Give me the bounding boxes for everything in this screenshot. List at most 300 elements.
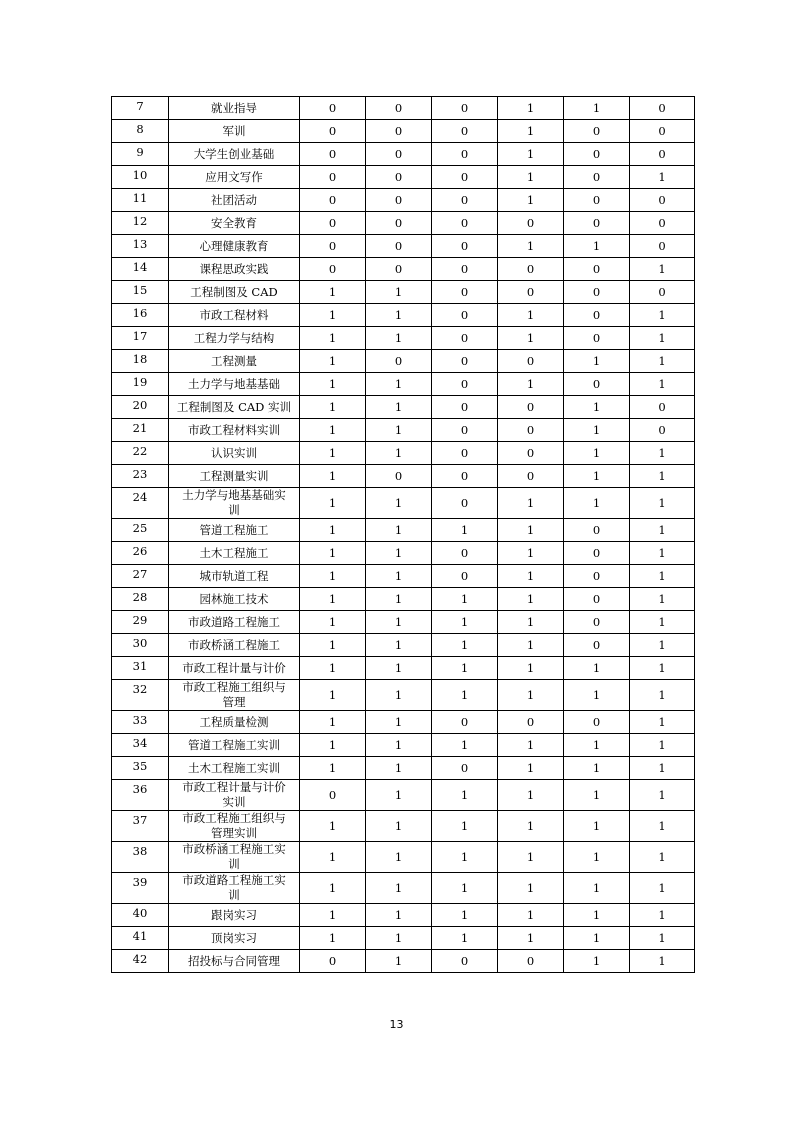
matrix-value: 1 (498, 542, 564, 565)
table-row (112, 281, 695, 304)
matrix-value: 1 (564, 734, 630, 757)
matrix-value: 1 (432, 904, 498, 927)
matrix-value: 1 (300, 711, 366, 734)
matrix-value: 1 (630, 258, 695, 281)
matrix-value: 1 (630, 842, 695, 873)
matrix-value: 0 (564, 143, 630, 166)
matrix-value: 0 (432, 950, 498, 973)
row-number: 41 (112, 927, 169, 950)
matrix-value: 0 (432, 166, 498, 189)
matrix-value: 1 (300, 634, 366, 657)
row-number: 30 (112, 634, 169, 657)
table-row (112, 442, 695, 465)
table-row (112, 465, 695, 488)
matrix-value: 1 (564, 350, 630, 373)
course-name: 军训 (169, 120, 300, 143)
matrix-value: 0 (432, 542, 498, 565)
matrix-value: 0 (300, 97, 366, 120)
course-name: 市政道路工程施工 (169, 611, 300, 634)
matrix-value: 1 (300, 811, 366, 842)
matrix-value: 1 (366, 904, 432, 927)
course-name: 土木工程施工实训 (169, 757, 300, 780)
row-number: 32 (112, 680, 169, 711)
matrix-value: 1 (366, 657, 432, 680)
matrix-value: 0 (630, 120, 695, 143)
matrix-value: 1 (366, 811, 432, 842)
course-name: 应用文写作 (169, 166, 300, 189)
matrix-value: 1 (498, 235, 564, 258)
matrix-value: 1 (366, 565, 432, 588)
matrix-value: 1 (432, 842, 498, 873)
table-row (112, 350, 695, 373)
matrix-value: 1 (432, 811, 498, 842)
matrix-value: 1 (564, 904, 630, 927)
matrix-value: 1 (366, 680, 432, 711)
matrix-value: 1 (498, 120, 564, 143)
matrix-value: 1 (630, 442, 695, 465)
matrix-value: 1 (564, 442, 630, 465)
course-name: 工程测量实训 (169, 465, 300, 488)
matrix-value: 0 (432, 281, 498, 304)
matrix-value: 1 (300, 281, 366, 304)
matrix-value: 0 (564, 304, 630, 327)
matrix-value: 1 (300, 588, 366, 611)
row-number: 35 (112, 757, 169, 780)
matrix-value: 0 (432, 212, 498, 235)
matrix-value: 1 (564, 465, 630, 488)
table-row (112, 904, 695, 927)
table-row (112, 950, 695, 973)
matrix-value: 1 (498, 927, 564, 950)
matrix-value: 1 (432, 680, 498, 711)
matrix-value: 1 (366, 542, 432, 565)
matrix-value: 1 (630, 304, 695, 327)
table-row (112, 97, 695, 120)
course-name: 大学生创业基础 (169, 143, 300, 166)
course-matrix-table (111, 96, 695, 973)
matrix-value: 0 (366, 97, 432, 120)
row-number: 13 (112, 235, 169, 258)
matrix-value: 1 (300, 304, 366, 327)
matrix-value: 1 (564, 950, 630, 973)
course-name: 跟岗实习 (169, 904, 300, 927)
matrix-value: 0 (432, 465, 498, 488)
matrix-value: 1 (630, 588, 695, 611)
row-number: 18 (112, 350, 169, 373)
matrix-value: 1 (564, 488, 630, 519)
matrix-value: 1 (564, 680, 630, 711)
table-row (112, 734, 695, 757)
matrix-value: 1 (630, 350, 695, 373)
matrix-value: 1 (498, 680, 564, 711)
matrix-value: 0 (366, 350, 432, 373)
matrix-value: 0 (366, 212, 432, 235)
matrix-value: 0 (432, 488, 498, 519)
matrix-value: 1 (498, 657, 564, 680)
matrix-value: 1 (630, 166, 695, 189)
table-row (112, 373, 695, 396)
row-number: 7 (112, 97, 169, 120)
matrix-value: 1 (498, 842, 564, 873)
course-name: 安全教育 (169, 212, 300, 235)
matrix-value: 0 (630, 212, 695, 235)
matrix-value: 1 (630, 565, 695, 588)
matrix-value: 0 (564, 166, 630, 189)
course-name: 市政工程材料 (169, 304, 300, 327)
course-name: 社团活动 (169, 189, 300, 212)
matrix-value: 1 (630, 373, 695, 396)
matrix-value: 1 (630, 904, 695, 927)
matrix-value: 1 (564, 873, 630, 904)
table-row (112, 757, 695, 780)
row-number: 26 (112, 542, 169, 565)
matrix-value: 0 (564, 189, 630, 212)
matrix-value: 1 (300, 396, 366, 419)
matrix-value: 1 (630, 734, 695, 757)
matrix-value: 1 (300, 680, 366, 711)
course-name: 城市轨道工程 (169, 565, 300, 588)
table-row (112, 143, 695, 166)
table-row (112, 120, 695, 143)
matrix-value: 0 (366, 235, 432, 258)
matrix-value: 1 (564, 396, 630, 419)
matrix-value: 1 (366, 519, 432, 542)
table-row (112, 657, 695, 680)
matrix-value: 1 (366, 734, 432, 757)
matrix-value: 1 (300, 927, 366, 950)
table-row (112, 419, 695, 442)
matrix-value: 1 (498, 611, 564, 634)
table-row (112, 212, 695, 235)
matrix-value: 0 (300, 258, 366, 281)
table-row (112, 519, 695, 542)
matrix-value: 1 (564, 842, 630, 873)
matrix-value: 0 (498, 711, 564, 734)
matrix-value: 1 (366, 373, 432, 396)
matrix-value: 0 (564, 212, 630, 235)
matrix-value: 1 (498, 519, 564, 542)
row-number: 10 (112, 166, 169, 189)
matrix-value: 1 (366, 588, 432, 611)
matrix-value: 0 (498, 396, 564, 419)
matrix-value: 0 (630, 396, 695, 419)
matrix-value: 0 (498, 212, 564, 235)
table-row (112, 711, 695, 734)
table-row (112, 680, 695, 711)
matrix-value: 0 (564, 373, 630, 396)
matrix-value: 1 (498, 97, 564, 120)
row-number: 33 (112, 711, 169, 734)
matrix-value: 1 (630, 488, 695, 519)
row-number: 14 (112, 258, 169, 281)
matrix-value: 1 (630, 657, 695, 680)
matrix-value: 1 (300, 842, 366, 873)
matrix-value: 1 (498, 373, 564, 396)
matrix-value: 1 (498, 304, 564, 327)
course-name: 心理健康教育 (169, 235, 300, 258)
matrix-value: 0 (564, 588, 630, 611)
matrix-value: 1 (630, 811, 695, 842)
matrix-value: 1 (630, 611, 695, 634)
matrix-value: 0 (564, 711, 630, 734)
matrix-value: 0 (564, 281, 630, 304)
row-number: 19 (112, 373, 169, 396)
matrix-value: 1 (630, 519, 695, 542)
matrix-value: 0 (432, 442, 498, 465)
table-row (112, 811, 695, 842)
matrix-value: 0 (432, 327, 498, 350)
matrix-value: 0 (498, 419, 564, 442)
matrix-value: 1 (498, 488, 564, 519)
table-row (112, 327, 695, 350)
course-name: 工程测量 (169, 350, 300, 373)
matrix-value: 1 (300, 734, 366, 757)
matrix-value: 0 (300, 120, 366, 143)
matrix-value: 0 (300, 143, 366, 166)
matrix-value: 1 (366, 873, 432, 904)
matrix-value: 1 (630, 542, 695, 565)
matrix-value: 0 (564, 634, 630, 657)
row-number: 36 (112, 780, 169, 811)
table-row (112, 588, 695, 611)
matrix-value: 1 (432, 927, 498, 950)
course-name: 工程制图及 CAD 实训 (169, 396, 300, 419)
row-number: 34 (112, 734, 169, 757)
course-name: 市政工程施工组织与管理实训 (169, 811, 300, 842)
matrix-value: 0 (300, 235, 366, 258)
matrix-value: 1 (432, 873, 498, 904)
matrix-value: 1 (564, 235, 630, 258)
matrix-value: 1 (630, 873, 695, 904)
table-row (112, 396, 695, 419)
table-row (112, 780, 695, 811)
matrix-value: 1 (300, 611, 366, 634)
table-row (112, 189, 695, 212)
matrix-value: 0 (300, 189, 366, 212)
matrix-value: 0 (564, 565, 630, 588)
matrix-value: 1 (300, 327, 366, 350)
matrix-value: 1 (498, 757, 564, 780)
table-row (112, 166, 695, 189)
matrix-value: 0 (300, 950, 366, 973)
matrix-value: 1 (498, 565, 564, 588)
row-number: 23 (112, 465, 169, 488)
matrix-value: 0 (630, 235, 695, 258)
matrix-value: 1 (498, 588, 564, 611)
matrix-value: 1 (498, 634, 564, 657)
row-number: 37 (112, 811, 169, 842)
matrix-value: 0 (564, 542, 630, 565)
matrix-value: 0 (432, 757, 498, 780)
matrix-value: 0 (300, 166, 366, 189)
matrix-value: 1 (498, 873, 564, 904)
matrix-value: 0 (564, 120, 630, 143)
matrix-value: 0 (300, 212, 366, 235)
table-row (112, 565, 695, 588)
matrix-value: 0 (564, 611, 630, 634)
matrix-value: 0 (498, 950, 564, 973)
course-name: 顶岗实习 (169, 927, 300, 950)
matrix-value: 1 (366, 780, 432, 811)
matrix-value: 0 (432, 258, 498, 281)
row-number: 20 (112, 396, 169, 419)
matrix-value: 1 (630, 950, 695, 973)
course-name: 市政工程计量与计价实训 (169, 780, 300, 811)
matrix-value: 0 (630, 143, 695, 166)
row-number: 9 (112, 143, 169, 166)
matrix-value: 1 (432, 780, 498, 811)
matrix-value: 0 (432, 373, 498, 396)
matrix-value: 0 (366, 189, 432, 212)
matrix-value: 1 (366, 927, 432, 950)
row-number: 15 (112, 281, 169, 304)
row-number: 42 (112, 950, 169, 973)
row-number: 24 (112, 488, 169, 519)
matrix-value: 1 (564, 657, 630, 680)
matrix-value: 0 (366, 166, 432, 189)
table-row (112, 304, 695, 327)
course-name: 工程力学与结构 (169, 327, 300, 350)
course-name: 市政道路工程施工实训 (169, 873, 300, 904)
matrix-value: 1 (300, 542, 366, 565)
matrix-value: 0 (630, 419, 695, 442)
matrix-value: 1 (498, 166, 564, 189)
course-name: 市政工程施工组织与管理 (169, 680, 300, 711)
matrix-value: 1 (498, 143, 564, 166)
matrix-value: 1 (366, 281, 432, 304)
course-name: 土力学与地基基础 (169, 373, 300, 396)
course-name: 市政桥涵工程施工 (169, 634, 300, 657)
matrix-value: 0 (432, 189, 498, 212)
matrix-value: 0 (564, 327, 630, 350)
course-name: 市政工程计量与计价 (169, 657, 300, 680)
matrix-value: 1 (366, 842, 432, 873)
matrix-value: 1 (630, 757, 695, 780)
matrix-value: 1 (432, 519, 498, 542)
course-name: 土木工程施工 (169, 542, 300, 565)
row-number: 12 (112, 212, 169, 235)
table-row (112, 488, 695, 519)
matrix-value: 0 (630, 281, 695, 304)
matrix-value: 0 (498, 442, 564, 465)
matrix-value: 1 (300, 757, 366, 780)
course-name: 工程制图及 CAD (169, 281, 300, 304)
matrix-value: 1 (630, 711, 695, 734)
matrix-value: 1 (300, 488, 366, 519)
row-number: 39 (112, 873, 169, 904)
course-name: 管道工程施工实训 (169, 734, 300, 757)
row-number: 38 (112, 842, 169, 873)
row-number: 21 (112, 419, 169, 442)
matrix-value: 0 (630, 189, 695, 212)
matrix-value: 1 (564, 780, 630, 811)
matrix-value: 1 (498, 811, 564, 842)
row-number: 8 (112, 120, 169, 143)
matrix-value: 1 (300, 565, 366, 588)
matrix-value: 1 (300, 519, 366, 542)
matrix-value: 1 (564, 97, 630, 120)
matrix-value: 1 (432, 634, 498, 657)
table-row (112, 927, 695, 950)
course-name: 园林施工技术 (169, 588, 300, 611)
row-number: 28 (112, 588, 169, 611)
matrix-value: 0 (300, 780, 366, 811)
matrix-value: 1 (366, 611, 432, 634)
matrix-value: 1 (366, 304, 432, 327)
matrix-value: 1 (300, 419, 366, 442)
row-number: 27 (112, 565, 169, 588)
course-name: 招投标与合同管理 (169, 950, 300, 973)
matrix-value: 1 (366, 711, 432, 734)
matrix-value: 0 (366, 143, 432, 166)
matrix-value: 1 (432, 657, 498, 680)
matrix-value: 1 (498, 189, 564, 212)
matrix-value: 1 (432, 588, 498, 611)
matrix-value: 0 (432, 304, 498, 327)
row-number: 29 (112, 611, 169, 634)
matrix-value: 1 (432, 734, 498, 757)
matrix-value: 1 (630, 634, 695, 657)
row-number: 22 (112, 442, 169, 465)
matrix-value: 0 (366, 120, 432, 143)
matrix-value: 1 (564, 927, 630, 950)
table-row (112, 634, 695, 657)
matrix-value: 1 (366, 488, 432, 519)
matrix-value: 1 (630, 465, 695, 488)
matrix-value: 0 (630, 97, 695, 120)
matrix-value: 0 (432, 97, 498, 120)
matrix-value: 1 (498, 780, 564, 811)
matrix-value: 1 (366, 442, 432, 465)
matrix-value: 0 (498, 281, 564, 304)
matrix-value: 0 (498, 350, 564, 373)
matrix-value: 1 (630, 780, 695, 811)
matrix-value: 1 (300, 904, 366, 927)
course-name: 土力学与地基基础实训 (169, 488, 300, 519)
table-row (112, 842, 695, 873)
matrix-value: 1 (630, 680, 695, 711)
matrix-value: 1 (300, 350, 366, 373)
matrix-value: 0 (498, 258, 564, 281)
matrix-value: 1 (300, 657, 366, 680)
matrix-value: 0 (498, 465, 564, 488)
matrix-value: 1 (366, 396, 432, 419)
table-row (112, 235, 695, 258)
matrix-value: 0 (432, 396, 498, 419)
row-number: 17 (112, 327, 169, 350)
course-name: 就业指导 (169, 97, 300, 120)
row-number: 11 (112, 189, 169, 212)
matrix-value: 1 (366, 757, 432, 780)
matrix-value: 0 (432, 235, 498, 258)
row-number: 31 (112, 657, 169, 680)
course-name: 工程质量检测 (169, 711, 300, 734)
matrix-value: 1 (498, 327, 564, 350)
table-row (112, 542, 695, 565)
matrix-value: 0 (432, 350, 498, 373)
row-number: 16 (112, 304, 169, 327)
matrix-value: 1 (366, 634, 432, 657)
matrix-value: 1 (498, 904, 564, 927)
matrix-value: 1 (300, 373, 366, 396)
course-name: 市政桥涵工程施工实训 (169, 842, 300, 873)
matrix-value: 0 (366, 258, 432, 281)
matrix-value: 1 (366, 950, 432, 973)
matrix-value: 1 (300, 465, 366, 488)
matrix-value: 1 (564, 419, 630, 442)
matrix-value: 0 (432, 711, 498, 734)
course-name: 认识实训 (169, 442, 300, 465)
